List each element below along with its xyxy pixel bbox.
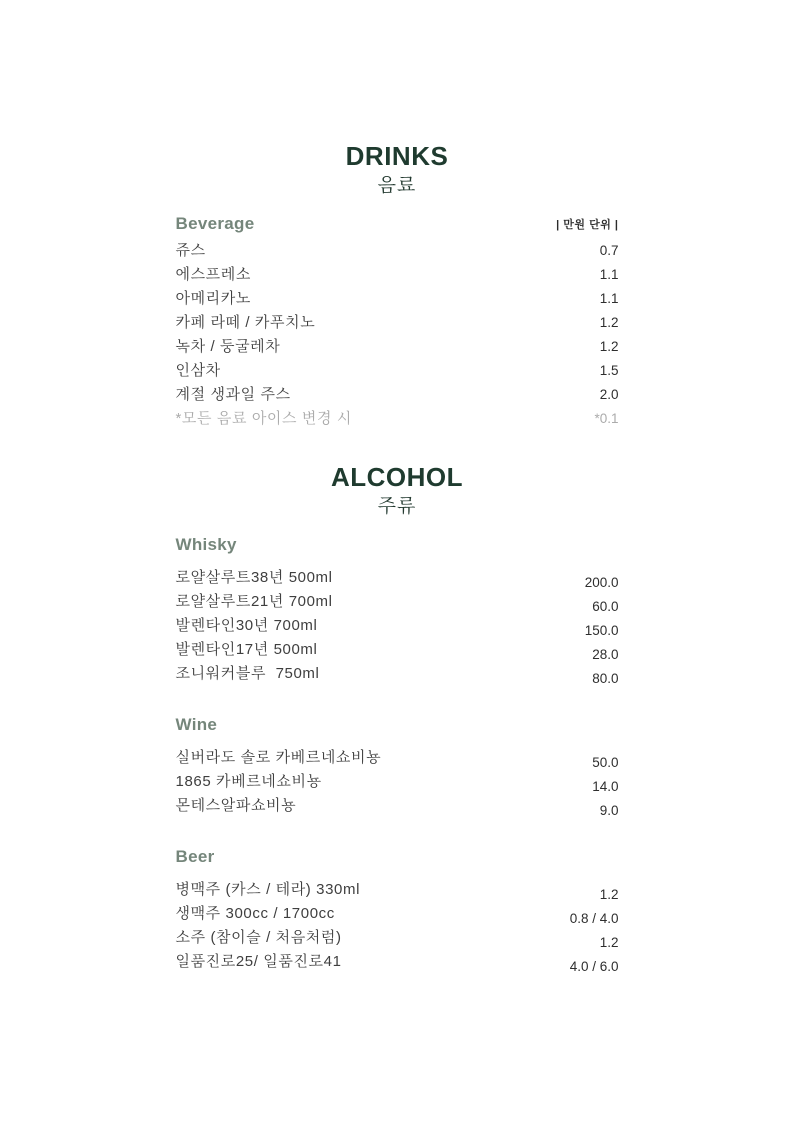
item-label: 병맥주 (카스 / 테라) 330ml	[175, 881, 361, 898]
group-header	[176, 844, 619, 870]
item-price: 150.0	[584, 623, 619, 638]
section-groups	[176, 211, 619, 431]
item-label: 생맥주 300cc / 1700cc	[175, 905, 335, 922]
menu-item-row	[176, 287, 619, 311]
menu-section	[176, 142, 619, 431]
item-price: 2.0	[599, 387, 619, 402]
menu-item-row	[176, 878, 619, 902]
unit-note: | 만원 단위 |	[556, 219, 619, 231]
item-price: 9.0	[599, 803, 619, 818]
item-label: 계절 생과일 주스	[175, 386, 291, 403]
item-price: 1.2	[599, 935, 619, 950]
menu-item-row	[176, 902, 619, 926]
menu-item-row	[176, 359, 619, 383]
menu-section	[176, 463, 619, 974]
item-price: 60.0	[592, 599, 619, 614]
section-subtitle: 주류	[377, 496, 417, 517]
item-price: 1.2	[599, 339, 619, 354]
menu-item-row	[176, 614, 619, 638]
item-price: 0.8 / 4.0	[569, 911, 619, 926]
item-price: 14.0	[592, 779, 619, 794]
section-subtitle: 음료	[377, 175, 417, 196]
item-label: *모든 음료 아이스 변경 시	[175, 410, 352, 427]
item-price: *0.1	[594, 411, 619, 426]
item-price: 1.1	[599, 291, 619, 306]
item-price: 1.2	[599, 315, 619, 330]
item-label: 녹차 / 둥굴레차	[175, 338, 281, 355]
item-price: 200.0	[584, 575, 619, 590]
menu-item-row	[176, 239, 619, 263]
group-rows	[176, 746, 619, 818]
item-label: 일품진로25/ 일품진로41	[175, 953, 342, 970]
group-name: Wine	[175, 715, 218, 734]
menu-item-row	[176, 383, 619, 407]
item-price: 50.0	[592, 755, 619, 770]
item-label: 조니워커블루 750ml	[175, 665, 320, 682]
item-label: 실버라도 솔로 카베르네쇼비뇽	[175, 749, 382, 766]
menu-item-row	[176, 746, 619, 770]
item-label: 인삼차	[175, 362, 221, 379]
group-name: Beverage	[175, 214, 255, 233]
item-price: 80.0	[592, 671, 619, 686]
item-price: 1.5	[599, 363, 619, 378]
item-price: 0.7	[599, 243, 619, 258]
menu-item-row	[176, 794, 619, 818]
menu-group	[176, 844, 619, 974]
group-name: Whisky	[175, 535, 237, 554]
menu-item-row	[176, 662, 619, 686]
section-title: DRINKS	[345, 141, 449, 171]
item-price: 28.0	[592, 647, 619, 662]
menu-group	[176, 211, 619, 431]
menu-sections	[176, 142, 619, 974]
menu-item-row	[176, 590, 619, 614]
item-price: 1.2	[599, 887, 619, 902]
item-price: 1.1	[599, 267, 619, 282]
menu-item-row	[176, 407, 619, 431]
menu-group	[176, 712, 619, 818]
menu-page	[176, 0, 619, 974]
item-label: 소주 (참이슬 / 처음처럼)	[175, 929, 342, 946]
item-label: 카페 라떼 / 카푸치노	[175, 314, 316, 331]
menu-item-row	[176, 335, 619, 359]
group-rows	[176, 878, 619, 974]
item-label: 에스프레소	[175, 266, 251, 283]
menu-group	[176, 532, 619, 686]
menu-item-row	[176, 566, 619, 590]
group-header	[176, 211, 619, 237]
group-rows	[176, 239, 619, 431]
section-title: ALCOHOL	[330, 462, 464, 492]
item-label: 발렌타인17년 500ml	[175, 641, 318, 658]
item-label: 몬테스알파쇼비뇽	[175, 797, 297, 814]
menu-item-row	[176, 638, 619, 662]
item-label: 1865 카베르네쇼비뇽	[175, 773, 322, 790]
menu-item-row	[176, 926, 619, 950]
group-name: Beer	[175, 847, 215, 866]
menu-item-row	[176, 311, 619, 335]
section-groups	[176, 532, 619, 974]
group-header	[176, 712, 619, 738]
menu-item-row	[176, 950, 619, 974]
item-label: 아메리카노	[175, 290, 251, 307]
menu-item-row	[176, 263, 619, 287]
item-label: 로얄살루트38년 500ml	[175, 569, 333, 586]
menu-item-row	[176, 770, 619, 794]
item-price: 4.0 / 6.0	[569, 959, 619, 974]
item-label: 발렌타인30년 700ml	[175, 617, 318, 634]
item-label: 로얄살루트21년 700ml	[175, 593, 333, 610]
item-label: 쥬스	[175, 242, 206, 259]
group-header	[176, 532, 619, 558]
group-rows	[176, 566, 619, 686]
